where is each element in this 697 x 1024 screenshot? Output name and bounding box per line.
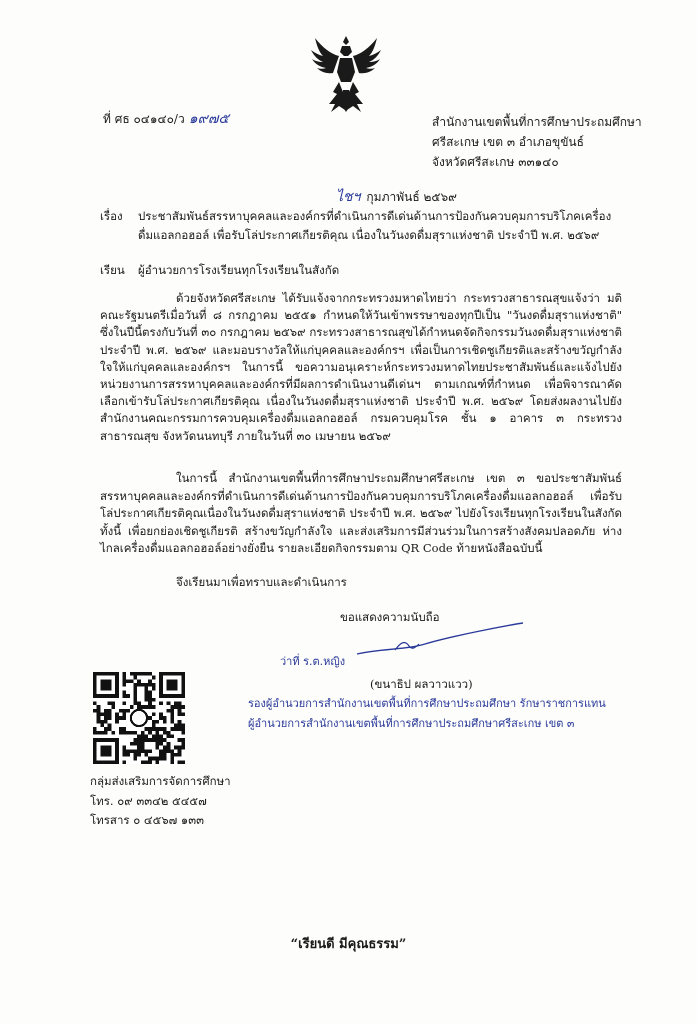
addressee-block (100, 262, 339, 280)
address-line: ศรีสะเกษ เขต ๓ อำเภอขุขันธ์ (432, 135, 584, 149)
document-number-handwritten: ๑๙๗๕ (188, 111, 229, 127)
signatory-title-line-2: ผู้อำนวยการสำนักงานเขตพื้นที่การศึกษาประถมศึกษาศรีสะเกษ เขต ๓ (248, 717, 575, 730)
contact-fax: โทรสาร ๐ ๔๕๖๗ ๑๓๓ (90, 813, 204, 827)
document-date (336, 186, 457, 208)
date-handwritten: ไชฯ (336, 189, 361, 205)
document-number-text: ที่ ศธ ๐๔๑๔๐/ว (103, 112, 185, 126)
date-text: กุมภาพันธ์ ๒๕๖๙ (366, 190, 457, 204)
body-paragraph-1: ด้วยจังหวัดศรีสะเกษ ได้รับแจ้งจากกระทรวงมหาดไทยว่า กระทรวงสาธารณสุขแจ้งว่า มติคณะรัฐมนตรีเมื่อวันที่ ๘ กรกฎาคม ๒๕๕๑ กำหนดให้วันเข้าพรรษาของทุกปีเป็น "วันงดดื่มสุราแห่งชาติ" ซึ่งในปีนี้ตรงกับวันที่ ๓๐ กรกฎาคม ๒๕๖๙ กระทรวงสาธารณสุขได้กำหนดจัดกิจกรรมวันงดดื่มสุราแห่งชาติ ประจำปี พ.ศ. ๒๕๖๙ และมอบรางวัลให้แก่บุคคลและองค์กรฯ เพื่อเป็นการเชิดชูเกียรติและสร้างขวัญกำลังใจให้แก่บุคคลและองค์กรฯ ในการนี้ ขอความอนุเคราะห์กระทรวงมหาดไทยประชาสัมพันธ์และแจ้งไปยังหน่วยงานการสรรหาบุคคลและองค์กรที่มีผลการดำเนินงานดีเด่นฯ ตามเกณฑ์ที่กำหนด เพื่อพิจารณาคัดเลือกเข้ารับโล่ประกาศเกียรติคุณ เนื่องในวันงดดื่มสุราแห่งชาติ ประจำปี พ.ศ. ๒๕๖๙ โดยส่งผลงานไปยังสำนักงานคณะกรรมการควบคุมเครื่องดื่มแอลกอฮอล์ กรมควบคุมโรค ชั้น ๑ อาคาร ๓ กระทรวงสาธารณสุข จังหวัดนนทบุรี ภายในวันที่ ๓๐ เมษายน ๒๕๖๙ (100, 291, 622, 443)
addressee-label: เรียน (100, 263, 125, 277)
acting-rank: ว่าที่ ร.ต.หญิง (280, 655, 346, 668)
contact-block (90, 772, 231, 831)
contact-department: กลุ่มส่งเสริมการจัดการศึกษา (90, 774, 231, 788)
subject-text: ประชาสัมพันธ์สรรหาบุคคลและองค์กรที่ดำเนินการดีเด่นด้านการป้องกันควบคุมการบริโภคเครื่องดื่มแอลกอฮอล์ เพื่อรับโล่ประกาศเกียรติคุณ เนื่องในวันงดดื่มสุราแห่งชาติ ประจำปี พ.ศ. ๒๕๖๙ (138, 209, 612, 242)
address-line: สำนักงานเขตพื้นที่การศึกษาประถมศึกษา (432, 115, 642, 129)
subject-label: เรื่อง (100, 209, 123, 223)
addressee-text: ผู้อำนวยการโรงเรียนทุกโรงเรียนในสังกัด (138, 263, 340, 277)
signatory-title-line-1: รองผู้อำนวยการสำนักงานเขตพื้นที่การศึกษาประถมศึกษา รักษาราชการแทน (248, 697, 606, 710)
contact-phone: โทร. ๐๙ ๓๓๔๒ ๕๔๕๗ (90, 793, 207, 808)
closing-line: จึงเรียนมาเพื่อทราบและดำเนินการ (176, 575, 347, 589)
signatory-name: (ขนาธิป ผลวาวแวว) (370, 677, 473, 691)
footer-motto: “เรียนดี มีคุณธรรม” (290, 937, 407, 952)
document-number (103, 108, 229, 130)
body-paragraph-2: ในการนี้ สำนักงานเขตพื้นที่การศึกษาประถมศึกษาศรีสะเกษ เขต ๓ ขอประชาสัมพันธ์สรรหาบุคคลและองค์กรที่ดำเนินการดีเด่นด้านการป้องกันควบคุมการบริโภคเครื่องดื่มแอลกอฮอล์ เพื่อรับโล่ประกาศเกียรติคุณเนื่องในวันงดดื่มสุราแห่งชาติ ประจำปี พ.ศ. ๒๕๖๙ ไปยังโรงเรียนทุกโรงเรียนในสังกัด ทั้งนี้ เพื่อยกย่องเชิดชูเกียรติ สร้างขวัญกำลังใจ และส่งเสริมการมีส่วนร่วมในการสร้างสังคมปลอดภัย ห่างไกลเครื่องดื่มแอลกอฮอล์อย่างยั่งยืน รายละเอียดกิจกรรมตาม QR Code ท้ายหนังสือฉบับนี้ (100, 471, 622, 556)
sender-address (432, 112, 642, 172)
handwritten-signature-icon (355, 620, 525, 660)
garuda-emblem-icon (309, 34, 383, 118)
qr-code-icon[interactable] (93, 672, 185, 764)
regards-line: ขอแสดงความนับถือ (340, 610, 440, 624)
address-line: จังหวัดศรีสะเกษ ๓๓๑๔๐ (432, 155, 559, 169)
